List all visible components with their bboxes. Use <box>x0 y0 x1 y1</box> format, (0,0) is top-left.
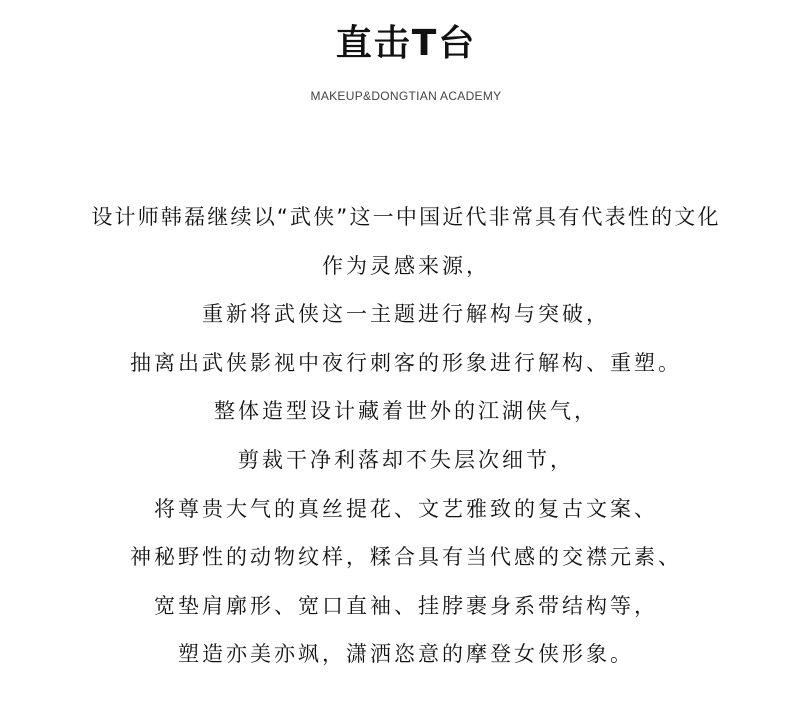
page-subtitle: MAKEUP&DONGTIAN ACADEMY <box>310 89 502 103</box>
body-line-9: 宽垫肩廓形、宽口直袖、挂脖裹身系带结构等， <box>154 593 658 618</box>
body-line-8: 神秘野性的动物纹样，糅合具有当代感的交襟元素、 <box>130 545 682 570</box>
body-line-3: 重新将武侠这一主题进行解构与突破， <box>202 302 610 327</box>
body-line-7: 将尊贵大气的真丝提花、文艺雅致的复古文案、 <box>154 496 658 521</box>
body-line-10: 塑造亦美亦飒，潇洒恣意的摩登女侠形象。 <box>178 642 634 667</box>
article-body <box>0 193 812 679</box>
body-line-6: 剪裁干净利落却不失层次细节， <box>238 447 574 472</box>
body-line-5: 整体造型设计藏着世外的江湖侠气， <box>214 399 598 424</box>
body-line-1: 设计师韩磊继续以“武侠”这一中国近代非常具有代表性的文化 <box>91 205 721 229</box>
page-title: 直击T台 <box>335 23 477 64</box>
body-line-4: 抽离出武侠影视中夜行刺客的形象进行解构、重塑。 <box>130 350 682 375</box>
body-line-2: 作为灵感来源， <box>322 253 490 278</box>
article-header <box>0 18 812 104</box>
